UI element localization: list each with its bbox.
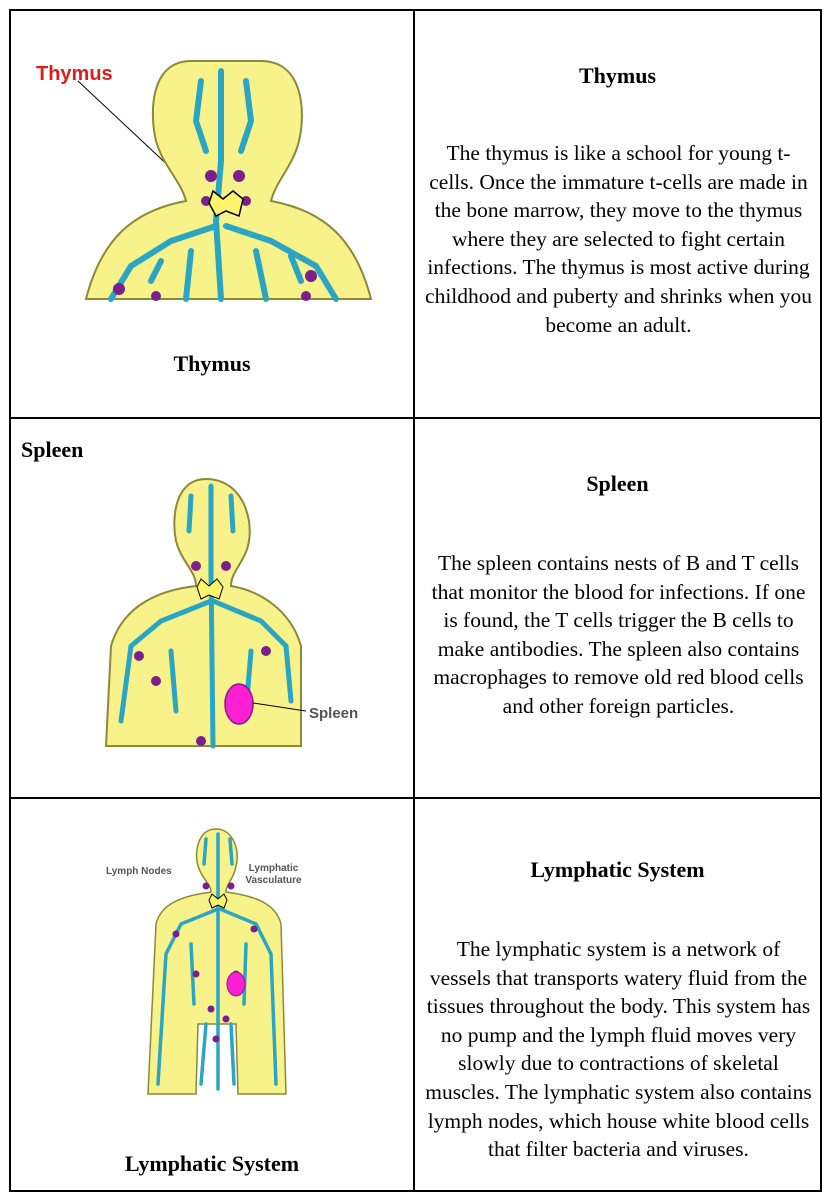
thymus-illustration [71,51,401,336]
lymphatic-description: The lymphatic system is a network of vessels that transports watery fluid from the tissues throughout the body. This system has no pump and the lymph fluid moves very slowly due to contractions of skeletal muscles. The lymphatic system also contains lymph nodes, which house white blood cells that filter bacteria and viruses. [425,937,812,1162]
lymphatic-image-cell [11,799,413,1190]
info-sheet [9,9,822,1192]
spleen-heading: Spleen [586,471,649,496]
spleen-row [11,417,820,797]
thymus-heading: Thymus [578,63,657,88]
thymus-caption: Thymus [173,351,251,376]
lymphatic-text-cell [413,799,820,1190]
lymphatic-vasculature-label: Lymphatic Vasculature [245,863,302,886]
thymus-description: The thymus is like a school for young t-cells. Once the immature t-cells are made in the bone marrow, they move to the thymus where they are selected to fight certain infections. The thymus is most active during childhood and puberty and shrinks when you become an adult. [425,141,812,337]
lymphatic-row [11,797,820,1190]
thymus-image-cell [11,11,413,417]
lymphatic-heading: Lymphatic System [530,857,705,882]
thymus-text-cell [413,11,820,417]
lymphatic-caption: Lymphatic System [124,1151,300,1176]
spleen-text-cell [413,419,820,797]
spleen-caption: Spleen [21,437,84,462]
lymph-nodes-label: Lymph Nodes [106,866,172,877]
spleen-image-label: Spleen [309,705,359,722]
spleen-description: The spleen contains nests of B and T cells that monitor the blood for infections. If one is found, the T cells trigger the B cells to make antibodies. The spleen also contains macrophages to remove old red blood cells and other foreign particles. [431,551,806,718]
thymus-image-label: Thymus [36,63,113,85]
thymus-row [11,11,820,417]
lymphatic-illustration [136,824,306,1099]
spleen-image-cell [11,419,413,797]
